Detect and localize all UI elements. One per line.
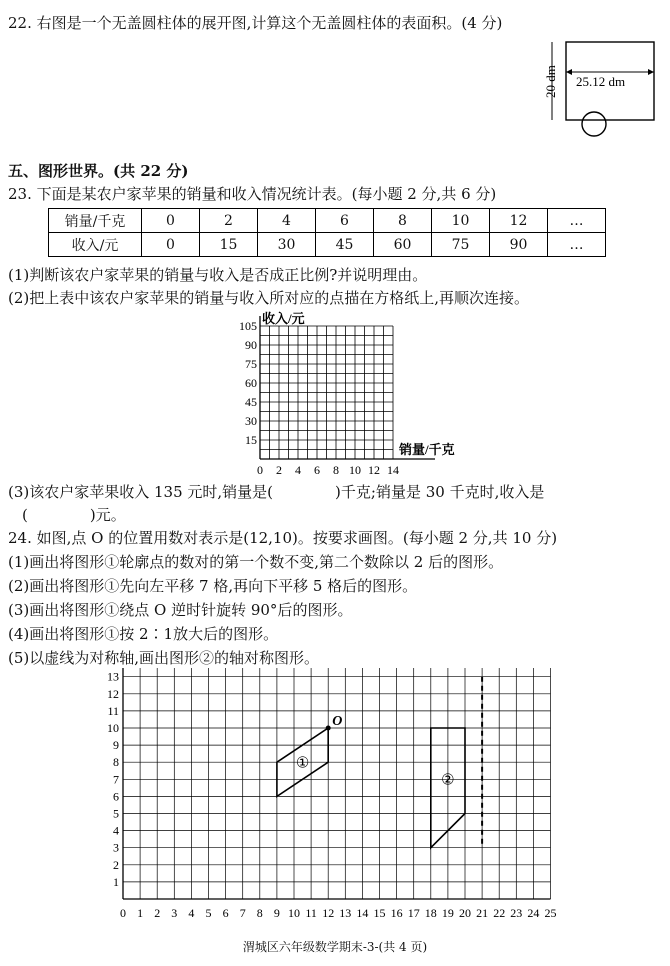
x-tick-label: 23	[510, 906, 523, 920]
y-tick-label: 13	[107, 669, 119, 684]
x-tick-label: 9	[273, 906, 280, 920]
y-tick-label: 60	[245, 376, 257, 390]
q23-sub3-line2	[22, 504, 126, 525]
q23-sub3-part-a: (3)该农户家苹果收入 135 元时,销量是(	[8, 483, 274, 501]
table-cell: 15	[200, 233, 258, 257]
cylinder-net-figure	[538, 40, 658, 145]
q23-sub2: (2)把上表中该农户家苹果的销量与收入所对应的点描在方格纸上,再顺次连接。	[8, 289, 530, 307]
table-cell: 4	[258, 209, 316, 233]
table-cell: 30	[258, 233, 316, 257]
x-tick-label: 11	[305, 906, 317, 920]
y-tick-label: 4	[113, 823, 119, 838]
x-tick-label: 22	[493, 906, 506, 920]
x-tick-label: 25	[544, 906, 557, 920]
table-cell: 0	[142, 209, 200, 233]
x-tick-label: 24	[527, 906, 540, 920]
sales-income-table	[48, 208, 606, 257]
x-tick-label: 16	[390, 906, 403, 920]
q24-sub2: (2)画出将图形①先向左平移 7 格,再向下平移 5 格后的图形。	[8, 577, 418, 595]
table-cell: 90	[490, 233, 548, 257]
x-tick-label: 4	[188, 906, 195, 920]
q24-sub3: (3)画出将图形①绕点 O 逆时针旋转 90°后的图形。	[8, 601, 353, 619]
table-cell: 60	[374, 233, 432, 257]
x-tick-label: 12	[322, 906, 335, 920]
y-tick-label: 12	[107, 686, 119, 701]
table-cell: …	[548, 209, 606, 233]
y-axis-label: 收入/元	[262, 311, 305, 326]
table-row	[49, 233, 606, 257]
q24-sub4: (4)画出将图形①按 2∶1放大后的图形。	[8, 625, 279, 643]
x-tick-label: 5	[205, 906, 212, 920]
q22-text: 22. 右图是一个无盖圆柱体的展开图,计算这个无盖圆柱体的表面积。(4 分)	[8, 14, 503, 32]
x-tick-label: 8	[256, 906, 263, 920]
table-cell: 12	[490, 209, 548, 233]
q23-sub3-part-d: )元。	[89, 506, 126, 524]
shape-2-label: ②	[441, 772, 455, 789]
x-tick-label: 3	[171, 906, 178, 920]
x-tick-label: 10	[349, 463, 361, 477]
table-row-label: 收入/元	[49, 233, 142, 257]
q24-sub1: (1)画出将图形①轮廓点的数对的第一个数不变,第二个数除以 2 后的图形。	[8, 553, 504, 571]
x-tick-label: 20	[459, 906, 471, 920]
x-tick-label: 1	[137, 906, 144, 920]
x-tick-label: 14	[356, 906, 369, 920]
y-tick-label: 105	[239, 319, 257, 333]
x-tick-label: 7	[239, 906, 246, 920]
y-tick-label: 6	[113, 789, 119, 804]
y-tick-label: 90	[245, 338, 257, 352]
x-tick-label: 13	[339, 906, 352, 920]
table-cell: …	[548, 233, 606, 257]
q23-sub3-part-c: (	[22, 506, 28, 524]
q23-sub3-line1	[8, 481, 544, 502]
y-tick-label: 8	[113, 755, 119, 770]
y-tick-label: 5	[113, 806, 119, 821]
coordinate-grid	[100, 668, 570, 930]
q24-sub5: (5)以虚线为对称轴,画出图形②的轴对称图形。	[8, 649, 320, 667]
x-tick-label: 21	[476, 906, 489, 920]
sales-income-chart	[225, 308, 470, 480]
x-tick-label: 12	[368, 463, 380, 477]
x-tick-label: 15	[373, 906, 386, 920]
width-label: 25.12 dm	[576, 74, 626, 89]
q23-text: 23. 下面是某农户家苹果的销量和收入情况统计表。(每小题 2 分,共 6 分)	[8, 185, 497, 203]
table-cell: 45	[316, 233, 374, 257]
height-label: 20 dm	[543, 65, 558, 98]
y-tick-label: 2	[113, 857, 119, 872]
x-axis-label: 销量/千克	[399, 442, 455, 457]
table-row-label: 销量/千克	[49, 209, 142, 233]
x-tick-label: 14	[387, 463, 399, 477]
x-tick-label: 0	[120, 906, 126, 920]
q24-text: 24. 如图,点 O 的位置用数对表示是(12,10)。按要求画图。(每小题 2 分,共 10 分)	[8, 529, 558, 547]
page-footer: 渭城区六年级数学期末-3-(共 4 页)	[242, 940, 428, 954]
point-o-label: O	[332, 714, 343, 729]
x-tick-label: 2	[276, 463, 282, 477]
x-tick-label: 2	[154, 906, 161, 920]
x-tick-label: 8	[333, 463, 339, 477]
q23-sub3-part-b: )千克;销量是 30 千克时,收入是	[335, 483, 545, 501]
y-tick-label: 7	[113, 772, 119, 787]
y-tick-label: 9	[113, 738, 119, 753]
y-tick-label: 10	[107, 721, 119, 735]
x-tick-label: 18	[424, 906, 437, 920]
table-row	[49, 209, 606, 233]
y-tick-label: 11	[107, 703, 119, 718]
y-tick-label: 3	[113, 840, 119, 855]
table-cell: 75	[432, 233, 490, 257]
y-tick-label: 30	[245, 414, 257, 428]
point-o-dot	[326, 726, 331, 731]
q23-sub1: (1)判断该农户家苹果的销量与收入是否成正比例?并说明理由。	[8, 266, 428, 284]
x-tick-label: 6	[314, 463, 320, 477]
x-tick-label: 19	[441, 906, 454, 920]
table-cell: 0	[142, 233, 200, 257]
section-5-title: 五、图形世界。(共 22 分)	[8, 162, 189, 180]
table-cell: 6	[316, 209, 374, 233]
x-tick-label: 6	[222, 906, 229, 920]
y-tick-label: 75	[245, 357, 257, 371]
x-tick-label: 17	[407, 906, 420, 920]
y-tick-label: 45	[245, 395, 257, 409]
table-cell: 10	[432, 209, 490, 233]
shape-1-label: ①	[295, 755, 310, 772]
x-tick-label: 4	[295, 463, 301, 477]
table-cell: 8	[374, 209, 432, 233]
y-tick-label: 15	[245, 433, 257, 447]
y-tick-label: 1	[113, 874, 119, 889]
x-tick-label: 10	[288, 906, 300, 920]
table-cell: 2	[200, 209, 258, 233]
x-tick-label: 0	[257, 463, 263, 477]
